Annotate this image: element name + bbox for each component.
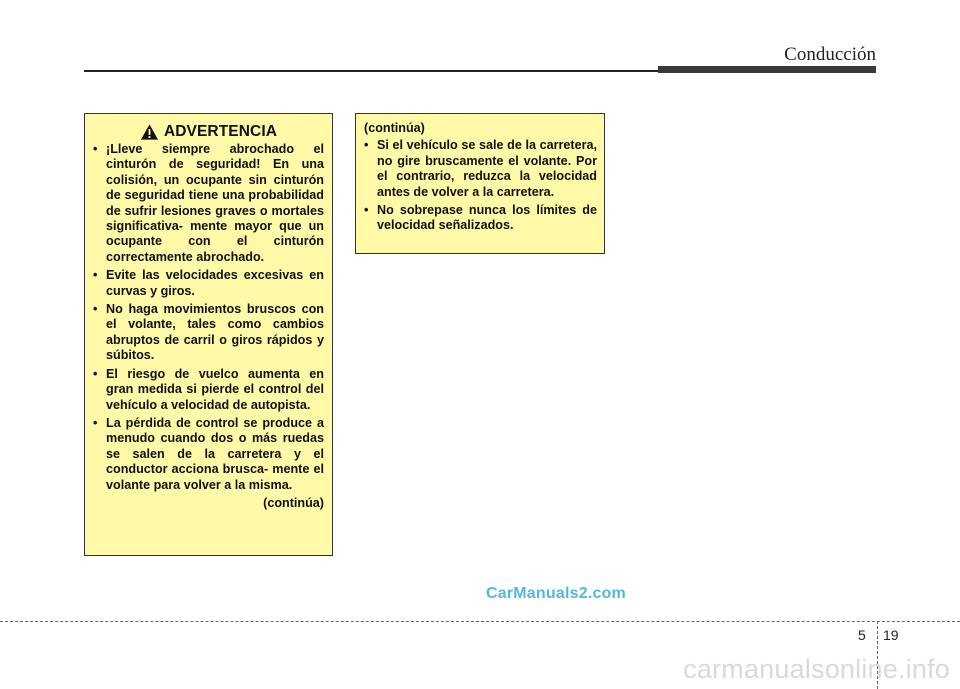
header-accent-bar [658, 66, 876, 73]
warning-continued-box [355, 113, 605, 254]
header-rule [84, 70, 658, 72]
continued-label: (continúa) [263, 495, 324, 510]
footer-site-watermark: carmanualsonline.info [683, 654, 950, 684]
warning-list [93, 142, 324, 493]
footer-rule [0, 621, 960, 622]
warning-header [93, 123, 324, 141]
page-number: 19 [883, 627, 899, 643]
section-title: Conducción [784, 44, 876, 65]
warning-item: • Si el vehículo se sale de la carretera, no gire bruscamente el volante. Por el contrario, reduzca la velocidad antes de volver a la carretera. [364, 138, 597, 200]
warning-box [84, 113, 333, 556]
watermark-link[interactable]: CarManuals2.com [486, 585, 626, 602]
warning-item: • ¡Lleve siempre abrochado el cinturón de seguridad! En una colisión, un ocupante sin cinturón de seguridad tiene una probabilidad de sufrir lesiones graves o mortales significativa- mente mayor que un ocupante con el cinturón correctamente abrochado. [93, 142, 324, 265]
continued-list [364, 138, 597, 233]
continued-heading: (continúa) [364, 121, 425, 135]
chapter-number: 5 [858, 627, 866, 643]
warning-title: ADVERTENCIA [163, 123, 278, 141]
warning-item: • No haga movimientos bruscos con el volante, tales como cambios abruptos de carril o giros rápidos y súbitos. [93, 302, 324, 364]
warning-item: • El riesgo de vuelco aumenta en gran medida si pierde el control del vehículo a velocidad de autopista. [93, 367, 324, 413]
warning-triangle-icon [140, 123, 159, 141]
warning-item: • La pérdida de control se produce a menudo cuando dos o más ruedas se salen de la carretera y el conductor acciona brusca- mente el volante para volver a la misma. [93, 416, 324, 493]
warning-item: • Evite las velocidades excesivas en curvas y giros. [93, 268, 324, 299]
warning-item: • No sobrepase nunca los límites de velocidad señalizados. [364, 203, 597, 234]
